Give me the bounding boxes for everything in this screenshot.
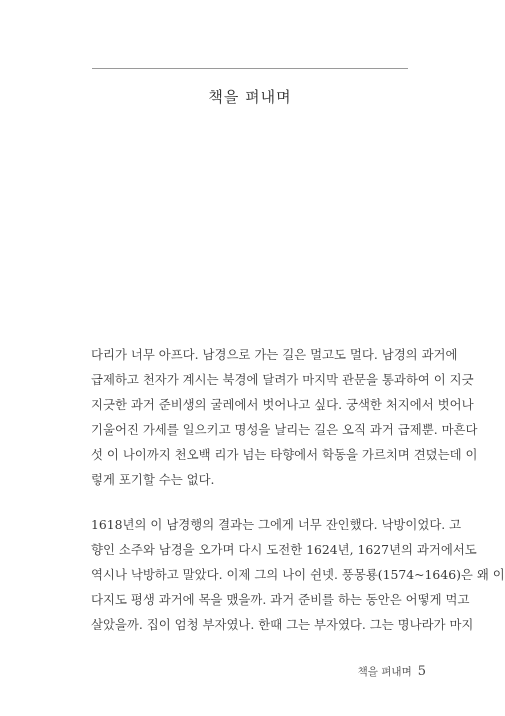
paragraph-line: 다지도 평생 과거에 목을 맸을까. 과거 준비를 하는 동안은 어떻게 먹고 (91, 592, 470, 607)
top-rule (92, 68, 408, 69)
paragraph-line: 급제하고 천자가 계시는 북경에 달려가 마지막 관문을 통과하여 이 지긋 (91, 372, 474, 387)
paragraph-line: 지긋한 과거 준비생의 굴레에서 벗어나고 싶다. 궁색한 처지에서 벗어나 (91, 397, 474, 412)
paragraph-line: 기울어진 가세를 일으키고 명성을 날리는 길은 오직 과거 급제뿐. 마흔다 (91, 422, 478, 437)
paragraph-line: 다리가 너무 아프다. 남경으로 가는 길은 멀고도 멀다. 남경의 과거에 (91, 347, 458, 362)
chapter-title: 책을 펴내며 (208, 88, 292, 106)
paragraph-line: 렇게 포기할 수는 없다. (91, 472, 215, 487)
paragraph-line: 역시나 낙방하고 말았다. 이제 그의 나이 쉰넷. 풍몽룡(1574~1646)은 왜 이 (91, 567, 505, 582)
paragraph-2 (91, 512, 505, 637)
running-head: 책을 펴내며 (357, 666, 412, 678)
paragraph-line: 섯 이 나이까지 천오백 리가 넘는 타향에서 학동을 가르치며 견뎠는데 이 (91, 447, 478, 462)
page-footer (358, 664, 426, 679)
paragraph-line: 살았을까. 집이 엄청 부자였나. 한때 그는 부자였다. 그는 명나라가 마지 (91, 617, 474, 632)
paragraph-1 (91, 342, 478, 492)
paragraph-line: 1618년의 이 남경행의 결과는 그에게 너무 잔인했다. 낙방이었다. 고 (91, 517, 462, 532)
page-number: 5 (417, 664, 426, 679)
paragraph-line: 향인 소주와 남경을 오가며 다시 도전한 1624년, 1627년의 과거에서도 (91, 542, 477, 557)
